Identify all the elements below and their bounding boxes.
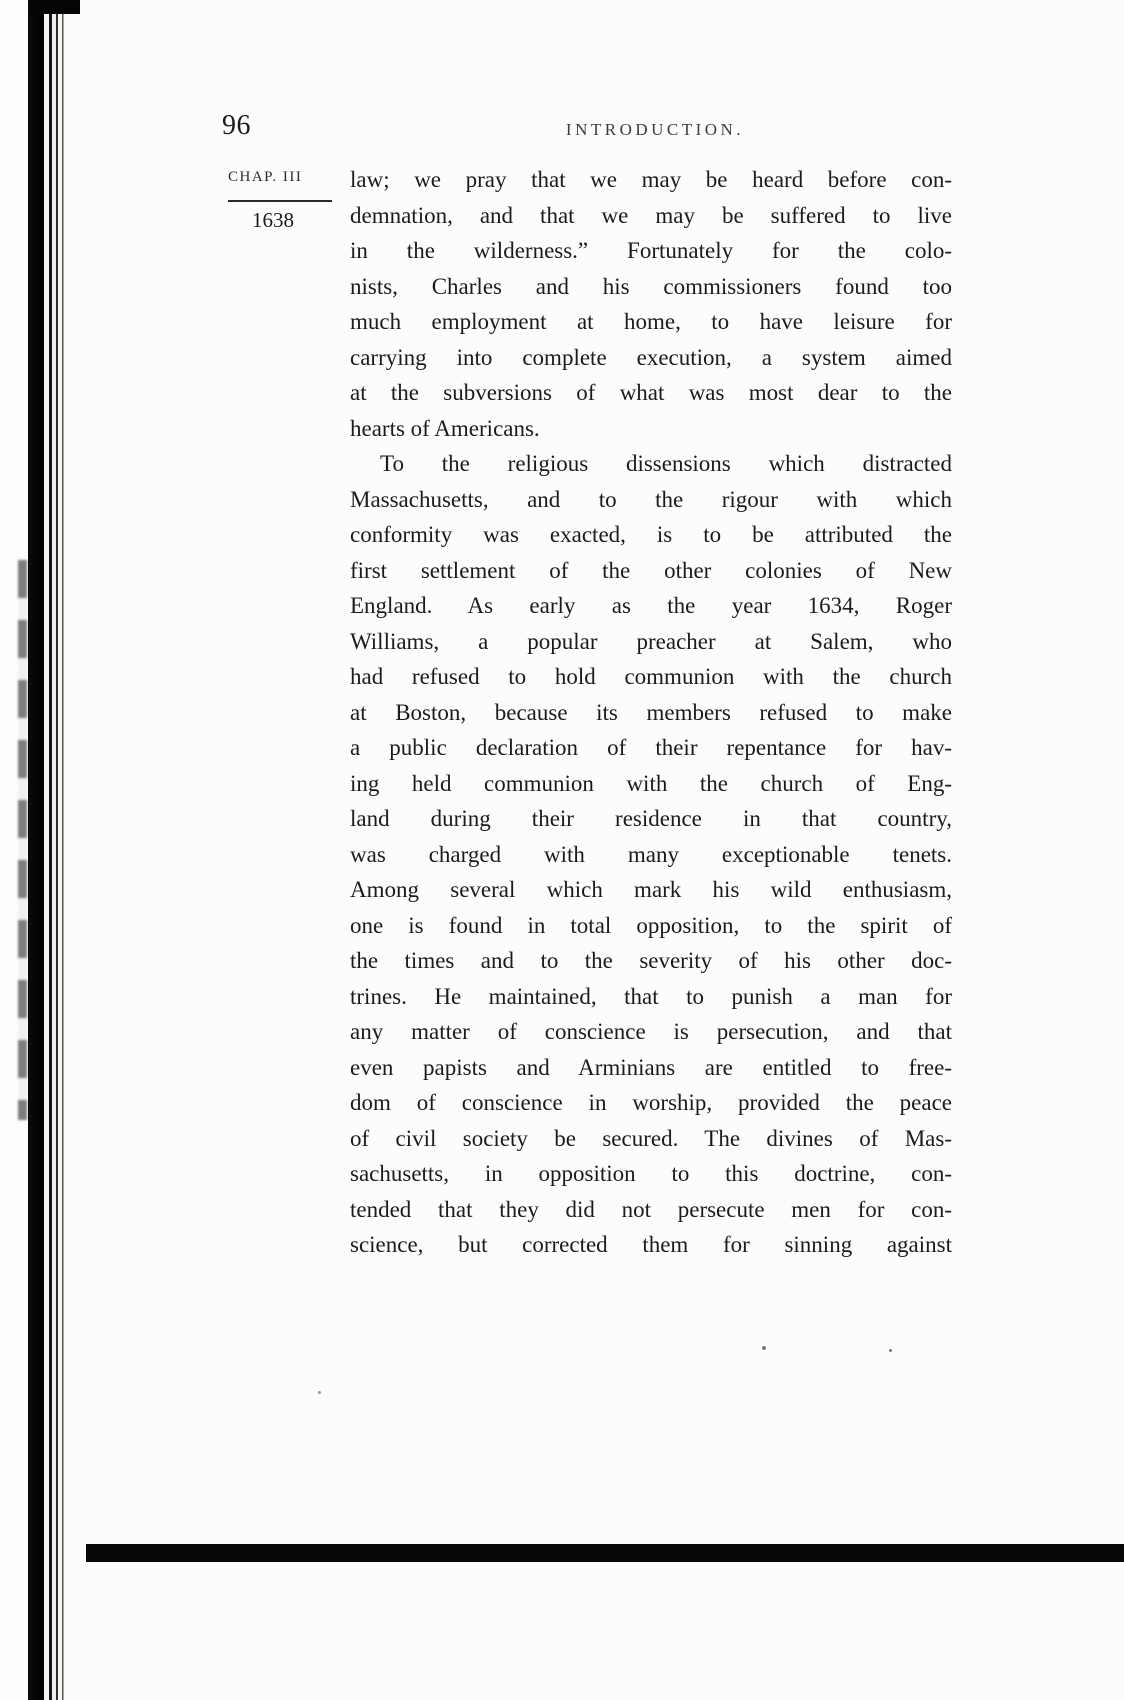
bottom-scan-bar-artifact: [86, 1544, 1124, 1562]
margin-notes: [228, 169, 334, 233]
binding-top-mark-artifact: [30, 0, 80, 14]
text-line: in the wilderness.” Fortunately for the colo-: [350, 238, 952, 263]
text-line: had refused to hold communion with the church: [350, 664, 952, 689]
running-header: INTRODUCTION.: [565, 120, 745, 139]
text-line: even papists and Arminians are entitled to free-: [350, 1054, 952, 1080]
text-line: ing held communion with the church of Eng-: [350, 770, 952, 796]
text-line: tended that they did not persecute men for con-: [350, 1196, 952, 1222]
text-line: England. As early as the year 1634, Roger: [350, 593, 952, 618]
margin-note-chapter: CHAP. III: [228, 169, 303, 185]
text-line: nists, Charles and his commissioners found too: [350, 273, 952, 299]
binding-smudge-artifact: [18, 560, 27, 1120]
text-line: land during their residence in that country,: [350, 806, 952, 831]
text-line: dom of conscience in worship, provided the peace: [350, 1090, 952, 1115]
text-line: Williams, a popular preacher at Salem, who: [350, 628, 952, 654]
text-line: Massachusetts, and to the rigour with which: [350, 486, 952, 512]
margin-note-rule: [228, 200, 332, 202]
text-line: first settlement of the other colonies of New: [350, 557, 952, 583]
text-line: at the subversions of what was most dear to the: [350, 380, 952, 405]
text-line: law; we pray that we may be heard before con-: [350, 167, 952, 192]
text-line: hearts of Americans.: [350, 415, 540, 441]
text-line: trines. He maintained, that to punish a man for: [350, 983, 952, 1009]
scan-speck: [889, 1349, 892, 1352]
scan-speck: [762, 1346, 766, 1350]
text-line: at Boston, because its members refused to make: [350, 699, 952, 725]
text-line: conformity was exacted, is to be attributed the: [350, 522, 952, 547]
text-line: was charged with many exceptionable tenets.: [350, 841, 952, 867]
text-line: the times and to the severity of his other doc-: [350, 948, 952, 973]
body-text-column: [350, 162, 952, 1263]
text-line: To the religious dissensions which distracted: [380, 451, 952, 476]
text-line: sachusetts, in opposition to this doctrine, con-: [350, 1161, 952, 1186]
page-number: 96: [222, 110, 251, 141]
text-line: any matter of conscience is persecution, and that: [350, 1019, 952, 1044]
text-line: one is found in total opposition, to the spirit of: [350, 912, 952, 938]
book-binding-artifact: [0, 0, 90, 1700]
margin-note-year: 1638: [252, 208, 294, 232]
text-line: a public declaration of their repentance for hav-: [350, 735, 952, 760]
text-line: of civil society be secured. The divines of Mas-: [350, 1125, 952, 1151]
scan-speck: [318, 1391, 321, 1394]
text-line: carrying into complete execution, a system aimed: [350, 344, 952, 370]
text-line: demnation, and that we may be suffered to live: [350, 202, 952, 228]
text-line: science, but corrected them for sinning against: [350, 1232, 952, 1257]
text-line: Among several which mark his wild enthusiasm,: [350, 877, 952, 902]
text-line: much employment at home, to have leisure for: [350, 309, 952, 334]
